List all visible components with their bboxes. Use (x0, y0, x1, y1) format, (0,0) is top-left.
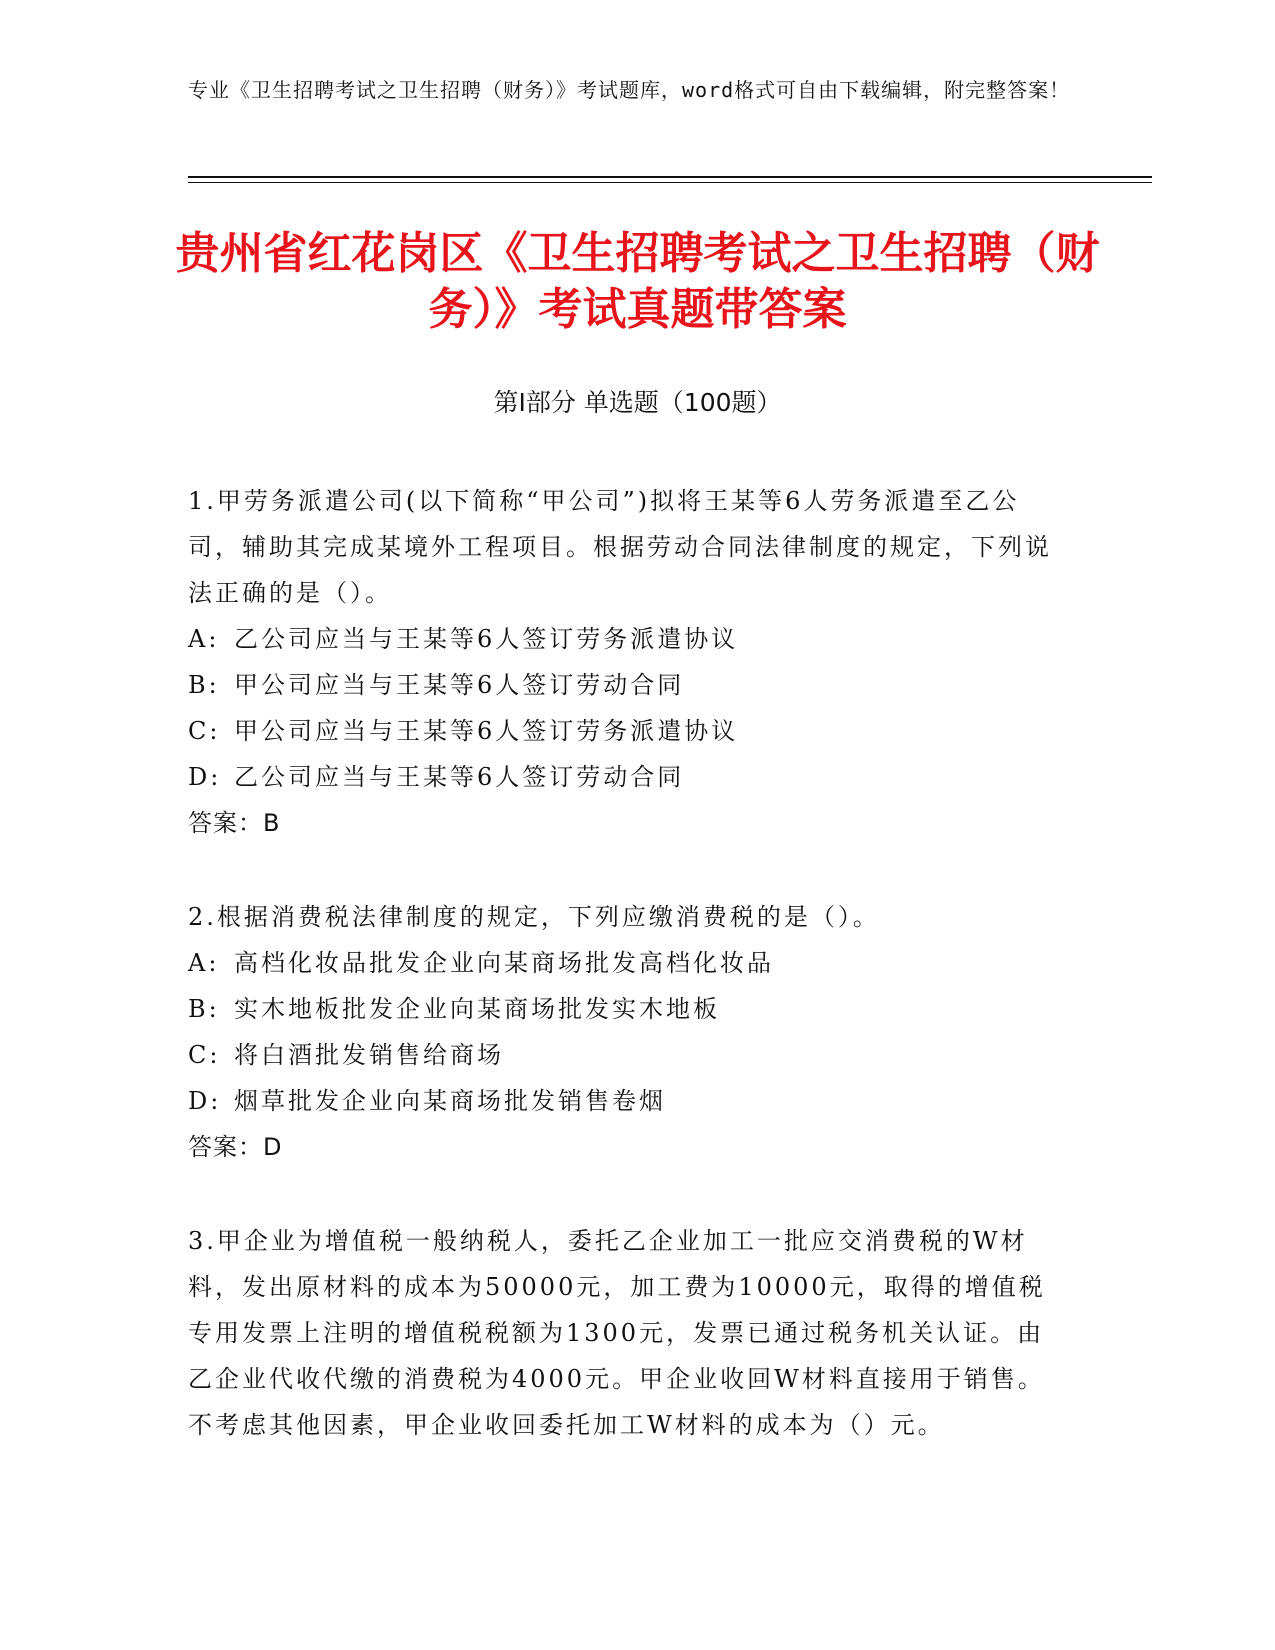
question-list (188, 478, 1068, 1496)
option-key: A: (188, 625, 220, 653)
question-3 (188, 1218, 1068, 1448)
question-1-option-a (188, 616, 1068, 662)
question-1-option-d (188, 754, 1068, 800)
question-2-option-c (188, 1032, 1068, 1078)
question-2-option-b (188, 986, 1068, 1032)
option-key: D: (188, 763, 222, 791)
option-key: C: (188, 717, 221, 745)
option-text: 甲公司应当与王某等6人签订劳动合同 (234, 671, 685, 699)
header-note: 专业《卫生招聘考试之卫生招聘（财务）》考试题库，word格式可自由下载编辑，附完整答案！ (188, 78, 1071, 102)
option-text: 烟草批发企业向某商场批发销售卷烟 (234, 1087, 666, 1115)
header-divider-thick (188, 176, 1152, 178)
question-2-answer: 答案：D (188, 1133, 283, 1161)
question-1 (188, 478, 1068, 846)
question-2-option-a (188, 940, 1068, 986)
option-text: 甲公司应当与王某等6人签订劳务派遣协议 (234, 717, 739, 745)
option-text: 乙公司应当与王某等6人签订劳动合同 (234, 763, 685, 791)
option-key: D: (188, 1087, 222, 1115)
question-3-text: 3.甲企业为增值税一般纳税人，委托乙企业加工一批应交消费税的W材料，发出原材料的成本为50000元，加工费为10000元，取得的增值税专用发票上注明的增值税税额为1300元，发票已通过税务机关认证。由乙企业代收代缴的消费税为4000元。甲企业收回W材料直接用于销售。不考虑其他因素，甲企业收回委托加工W材料的成本为（）元。 (188, 1227, 1046, 1439)
option-text: 高档化妆品批发企业向某商场批发高档化妆品 (234, 949, 774, 977)
section-heading: 第I部分 单选题（100题） (493, 388, 782, 417)
option-key: A: (188, 949, 220, 977)
question-1-text: 1.甲劳务派遣公司(以下简称“甲公司”)拟将王某等6人劳务派遣至乙公司，辅助其完成某境外工程项目。根据劳动合同法律制度的规定，下列说法正确的是（）。 (188, 487, 1052, 607)
question-2 (188, 894, 1068, 1170)
header-divider-thin (188, 182, 1152, 183)
question-2-text: 2.根据消费税法律制度的规定，下列应缴消费税的是（）。 (188, 903, 880, 931)
question-1-option-c (188, 708, 1068, 754)
option-text: 实木地板批发企业向某商场批发实木地板 (234, 995, 720, 1023)
option-key: B: (188, 671, 220, 699)
option-text: 乙公司应当与王某等6人签订劳务派遣协议 (234, 625, 739, 653)
option-key: B: (188, 995, 220, 1023)
document-title: 贵州省红花岗区《卫生招聘考试之卫生招聘（财务）》考试真题带答案 (175, 228, 1100, 335)
question-2-option-d (188, 1078, 1068, 1124)
option-text: 将白酒批发销售给商场 (234, 1041, 504, 1069)
question-1-answer: 答案：B (188, 809, 281, 837)
question-1-option-b (188, 662, 1068, 708)
option-key: C: (188, 1041, 221, 1069)
